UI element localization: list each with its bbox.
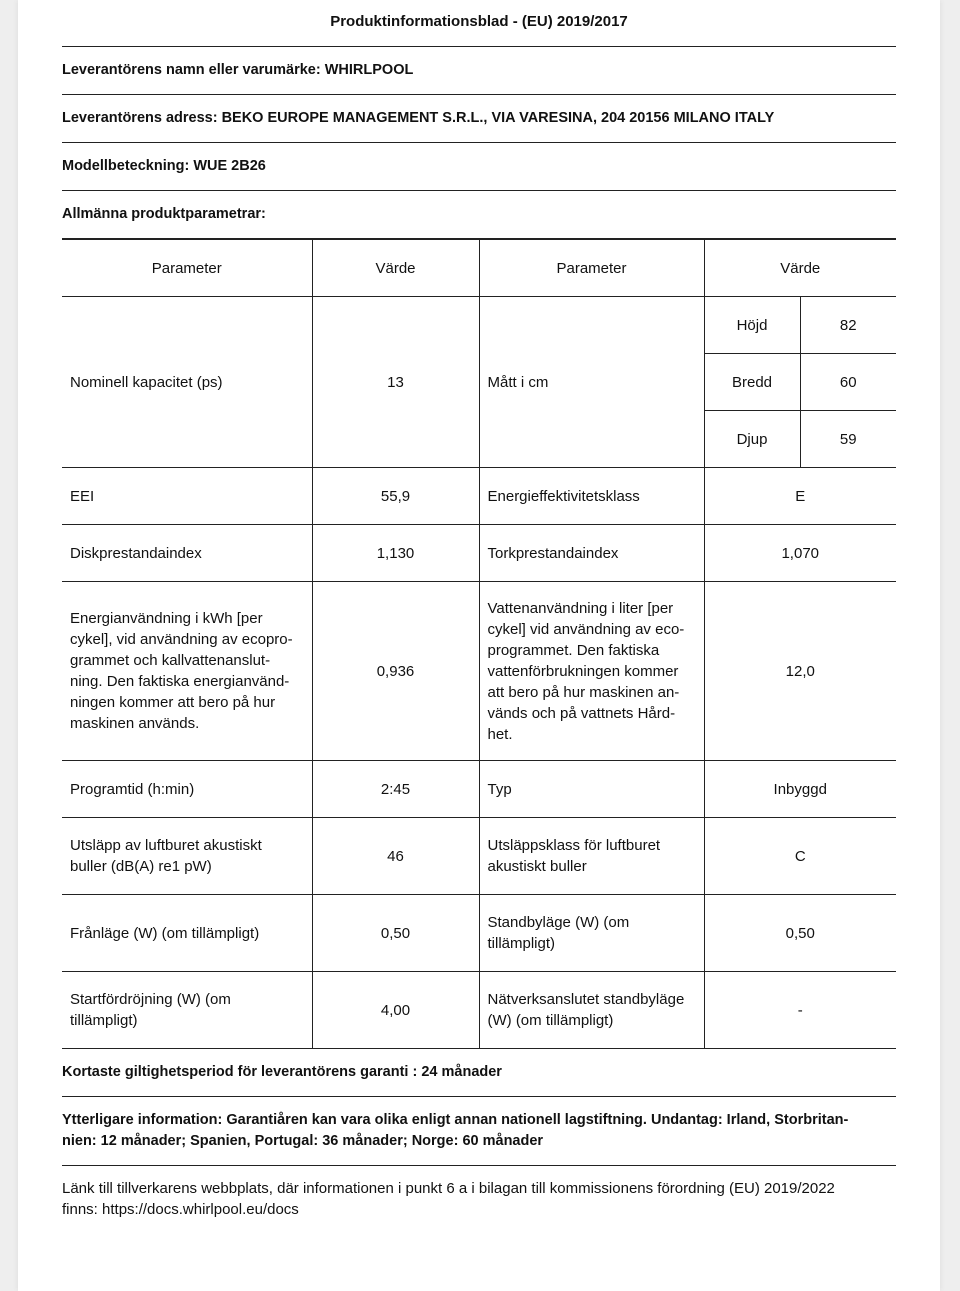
type-value: Inbyggd bbox=[704, 761, 896, 818]
supplier-name: Leverantörens namn eller varumärke: WHIRLPOOL bbox=[62, 47, 896, 95]
off-mode-label: Frånläge (W) (om tillämpligt) bbox=[62, 895, 312, 972]
header-value-1: Värde bbox=[312, 240, 479, 297]
text-line: cykel], vid användning av ecopro- bbox=[70, 631, 293, 648]
text-line: buller (dB(A) re1 pW) bbox=[70, 858, 212, 875]
eei-label: EEI bbox=[62, 468, 312, 525]
energy-consumption-value: 0,936 bbox=[312, 582, 479, 761]
depth-label: Djup bbox=[704, 411, 800, 468]
text-line: finns: https://docs.whirlpool.eu/docs bbox=[62, 1201, 299, 1218]
table-row bbox=[62, 525, 896, 582]
water-consumption-value: 12,0 bbox=[704, 582, 896, 761]
height-value: 82 bbox=[800, 297, 896, 354]
off-mode-value: 0,50 bbox=[312, 895, 479, 972]
table-row bbox=[62, 761, 896, 818]
manufacturer-website-link[interactable] bbox=[62, 1166, 896, 1220]
document-sheet bbox=[18, 0, 940, 1291]
general-parameters-heading: Allmänna produktparametrar: bbox=[62, 191, 896, 239]
model-identifier: Modellbeteckning: WUE 2B26 bbox=[62, 143, 896, 191]
text-line: Energianvändning i kWh [per bbox=[70, 610, 263, 627]
standby-mode-label bbox=[479, 895, 704, 972]
energy-class-value: E bbox=[704, 468, 896, 525]
cleaning-index-label: Diskprestandaindex bbox=[62, 525, 312, 582]
text-line: tillämpligt) bbox=[487, 935, 556, 952]
text-line: cykel] vid användning av eco- bbox=[487, 620, 685, 638]
height-label: Höjd bbox=[704, 297, 800, 354]
text-line: Utsläpp av luftburet akustiskt bbox=[70, 837, 262, 854]
text-line: nien: 12 månader; Spanien, Portugal: 36 månader; Norge: 60 månader bbox=[62, 1133, 544, 1149]
energy-consumption-label bbox=[62, 582, 312, 761]
energy-class-label: Energieffektivitetsklass bbox=[479, 468, 704, 525]
table-header-row bbox=[62, 240, 896, 297]
width-value: 60 bbox=[800, 354, 896, 411]
text-line: Länk till tillverkarens webbplats, där informationen i punkt 6 a i bilagan till kommissionens förordning (EU) 2019/2022 bbox=[62, 1180, 835, 1197]
drying-index-label: Torkprestandaindex bbox=[479, 525, 704, 582]
standby-mode-value: 0,50 bbox=[704, 895, 896, 972]
guarantee-period: Kortaste giltighetsperiod för leverantörens garanti : 24 månader bbox=[62, 1049, 896, 1097]
noise-emission-label bbox=[62, 818, 312, 895]
capacity-value: 13 bbox=[312, 297, 479, 468]
capacity-label: Nominell kapacitet (ps) bbox=[62, 297, 312, 468]
text-line: vattenförbrukningen kommer bbox=[487, 662, 679, 680]
additional-information bbox=[62, 1097, 896, 1166]
text-line: het. bbox=[487, 725, 513, 743]
cleaning-index-value: 1,130 bbox=[312, 525, 479, 582]
text-line: (W) (om tillämpligt) bbox=[487, 1012, 614, 1029]
supplier-address: Leverantörens adress: BEKO EUROPE MANAGEMENT S.R.L., VIA VARESINA, 204 20156 MILANO ITALY bbox=[62, 95, 896, 143]
text-line: Utsläppsklass för luftburet bbox=[487, 837, 661, 854]
networked-standby-label bbox=[479, 972, 704, 1049]
text-line: ningen kommer att bero på hur bbox=[70, 694, 276, 711]
table-row bbox=[62, 895, 896, 972]
width-label: Bredd bbox=[704, 354, 800, 411]
text-line: Startfördröjning (W) (om bbox=[70, 991, 231, 1008]
text-line: Nätverksanslutet standbyläge bbox=[487, 991, 685, 1008]
text-line: Standbyläge (W) (om bbox=[487, 914, 630, 931]
table-row bbox=[62, 468, 896, 525]
document-content bbox=[62, 0, 896, 1220]
text-line: programmet. Den faktiska bbox=[487, 641, 660, 659]
depth-value: 59 bbox=[800, 411, 896, 468]
program-duration-value: 2:45 bbox=[312, 761, 479, 818]
noise-class-value: C bbox=[704, 818, 896, 895]
text-line: tillämpligt) bbox=[70, 1012, 138, 1029]
delay-start-label bbox=[62, 972, 312, 1049]
text-line: vänds och på vattnets Hård- bbox=[487, 704, 676, 722]
text-line: ning. Den faktiska energianvänd- bbox=[70, 673, 290, 690]
text-line: akustiskt buller bbox=[487, 858, 587, 875]
text-line: grammet och kallvattenanslut- bbox=[70, 652, 271, 669]
dimensions-label: Mått i cm bbox=[479, 297, 704, 468]
noise-emission-value: 46 bbox=[312, 818, 479, 895]
table-row bbox=[62, 972, 896, 1049]
drying-index-value: 1,070 bbox=[704, 525, 896, 582]
header-parameter-2: Parameter bbox=[479, 240, 704, 297]
networked-standby-value: - bbox=[704, 972, 896, 1049]
noise-class-label bbox=[479, 818, 704, 895]
delay-start-value: 4,00 bbox=[312, 972, 479, 1049]
table-row bbox=[62, 818, 896, 895]
text-line: maskinen används. bbox=[70, 715, 200, 732]
text-line: Vattenanvändning i liter [per bbox=[487, 599, 674, 617]
document-title: Produktinformationsblad - (EU) 2019/2017 bbox=[62, 0, 896, 47]
table-row bbox=[62, 297, 896, 354]
water-consumption-label bbox=[479, 582, 704, 761]
type-label: Typ bbox=[479, 761, 704, 818]
text-line: Ytterligare information: Garantiåren kan vara olika enligt annan nationell lagstiftning. Undantag: Irland, Storbritan- bbox=[62, 1112, 849, 1128]
text-line: att bero på hur maskinen an- bbox=[487, 683, 680, 701]
header-parameter-1: Parameter bbox=[62, 240, 312, 297]
eei-value: 55,9 bbox=[312, 468, 479, 525]
header-value-2: Värde bbox=[704, 240, 896, 297]
program-duration-label: Programtid (h:min) bbox=[62, 761, 312, 818]
table-row bbox=[62, 582, 896, 761]
parameters-table bbox=[62, 239, 896, 1049]
